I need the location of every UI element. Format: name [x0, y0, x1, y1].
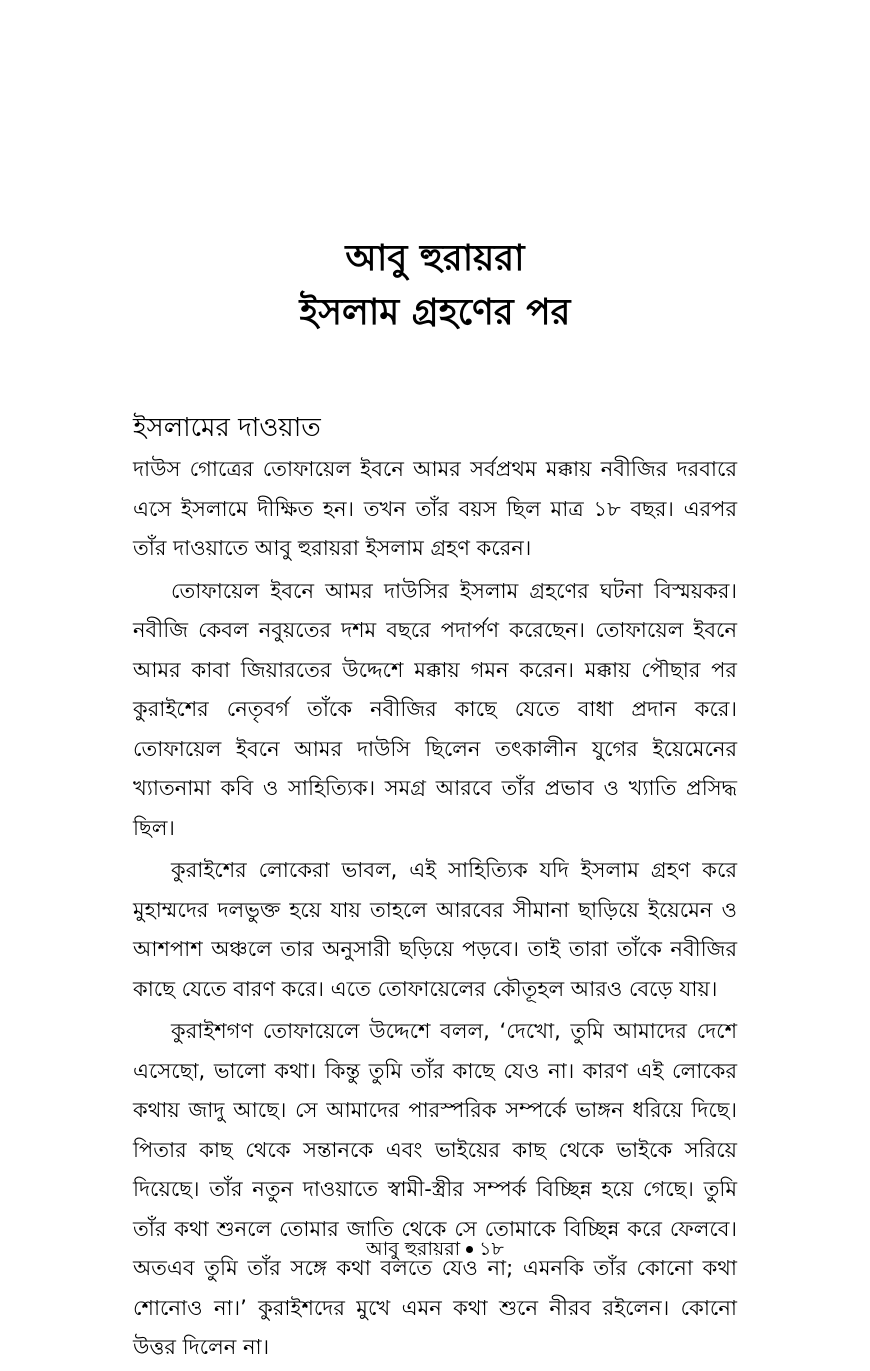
- chapter-title-line-2: ইসলাম গ্রহণের পর: [299, 292, 571, 333]
- chapter-title-line-1: আবু হুরায়রা: [345, 238, 525, 279]
- page-number: ১৮: [479, 1238, 504, 1260]
- page-footer: [0, 1236, 870, 1262]
- paragraph-2: তোফায়েল ইবনে আমর দাউসির ইসলাম গ্রহণের ঘটনা বিস্ময়কর। নবীজি কেবল নবুয়তের দশম বছরে পদার্পণ করেছেন। তোফায়েল ইবনে আমর কাবা জিয়ারতের উদ্দেশে মক্কায় গমন করেন। মক্কায় পৌছার পর কুরাইশের নেতৃবর্গ তাঁকে নবীজির কাছে যেতে বাধা প্রদান করে। তোফায়েল ইবনে আমর দাউসি ছিলেন তৎকালীন যুগের ইয়েমেনের খ্যাতনামা কবি ও সাহিত্যিক। সমগ্র আরবে তাঁর প্রভাব ও খ্যাতি প্রসিদ্ধ ছিল।: [133, 578, 737, 840]
- chapter-title: [0, 232, 870, 340]
- paragraph-3: কুরাইশের লোকেরা ভাবল, এই সাহিত্যিক যদি ইসলাম গ্রহণ করে মুহাম্মদের দলভুক্ত হয়ে যায় তাহলে আরবের সীমানা ছাড়িয়ে ইয়েমেন ও আশপাশ অঞ্চলে তার অনুসারী ছড়িয়ে পড়বে। তাই তারা তাঁকে নবীজির কাছে যেতে বারণ করে। এতে তোফায়েলের কৌতূহল আরও বেড়ে যায়।: [133, 858, 737, 1001]
- bullet-separator-icon: [466, 1246, 473, 1253]
- section-heading: ইসলামের দাওয়াত: [133, 413, 321, 443]
- paragraph-1: দাউস গোত্রের তোফায়েল ইবনে আমর সর্বপ্রথম মক্কায় নবীজির দরবারে এসে ইসলামে দীক্ষিত হন। তখন তাঁর বয়স ছিল মাত্র ১৮ বছর। এরপর তাঁর দাওয়াতে আবু হুরায়রা ইসলাম গ্রহণ করেন।: [133, 457, 737, 560]
- footer-book-title: আবু হুরায়রা: [366, 1238, 461, 1260]
- paragraph-4: কুরাইশগণ তোফায়েলে উদ্দেশে বলল, ‘দেখো, তুমি আমাদের দেশে এসেছো, ভালো কথা। কিন্তু তুমি তাঁর কাছে যেও না। কারণ এই লোকের কথায় জাদু আছে। সে আমাদের পারস্পরিক সম্পর্কে ভাঙ্গন ধরিয়ে দিছে। পিতার কাছ থেকে সন্তানকে এবং ভাইয়ের কাছ থেকে ভাইকে সরিয়ে দিয়েছে। তাঁর নতুন দাওয়াতে স্বামী-স্ত্রীর সম্পর্ক বিচ্ছিন্ন হয়ে গেছে। তুমি তাঁর কথা শুনলে তোমার জাতি থেকে সে তোমাকে বিচ্ছিন্ন করে ফেলবে। অতএব তুমি তাঁর সঙ্গে কথা বলতে যেও না; এমনকি তাঁর কোনো কথা শোনোও না।’ কুরাইশদের মুখে এমন কথা শুনে নীরব রইলেন। কোনো উত্তর দিলেন না।: [133, 1019, 737, 1359]
- body-text: [133, 408, 737, 1371]
